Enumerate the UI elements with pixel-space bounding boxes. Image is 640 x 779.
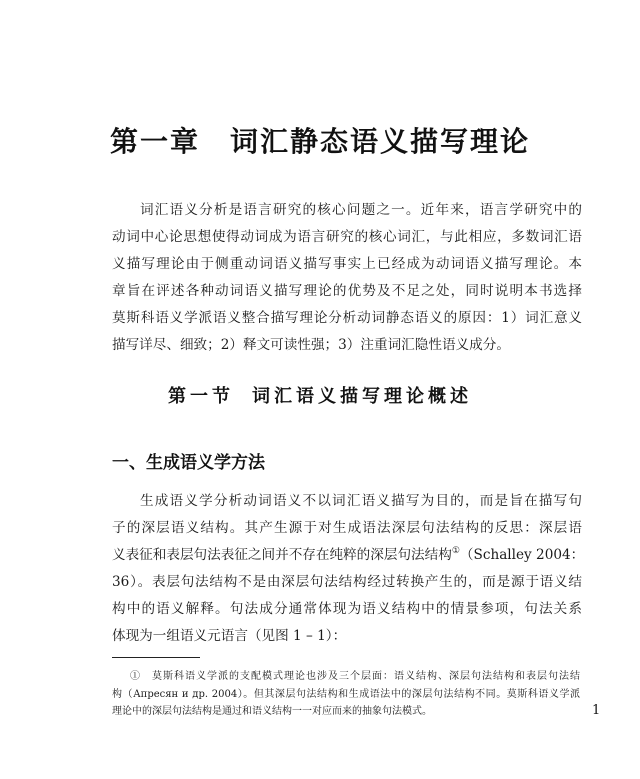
footnote-line: 理论中的深层句法结构是通过和语义结构一一对应而来的抽象句法模式。	[112, 706, 432, 717]
intro-paragraph	[112, 197, 582, 359]
text-segment: （Schalley 2004：	[459, 547, 585, 563]
text-line: 构中的语义解释。句法成分通常体现为语义结构中的情景参项，句法关系	[112, 601, 582, 617]
footnote	[112, 668, 580, 721]
chapter-number: 第一章	[109, 125, 200, 158]
footnote-divider	[112, 657, 200, 658]
text-line: 义描写理论由于侧重动词语义描写事实上已经成为动词语义描写理论。本	[112, 256, 582, 272]
text-line: 体现为一组语义元语言（见图 1 – 1）：	[112, 628, 347, 644]
text-line: 莫斯科语义学派语义整合描写理论分析动词静态语义的原因：1）词汇意义	[112, 310, 582, 326]
text-line	[112, 542, 585, 569]
text-line: 词汇语义分析是语言研究的核心问题之一。近年来，语言学研究中的	[140, 202, 582, 218]
footnote-line: ① 莫斯科语义学派的支配模式理论也涉及三个层面：语义结构、深层句法结构和表层句法结	[130, 671, 580, 682]
footnote-reference[interactable]: ①	[451, 546, 460, 556]
section-number: 第一节	[168, 386, 234, 407]
text-line: 章旨在评述各种动词语义描写理论的优势及不足之处，同时说明本书选择	[112, 283, 582, 299]
text-line: 生成语义学分析动词语义不以词汇语义描写为目的，而是旨在描写句	[140, 493, 582, 509]
footnote-line: 构（Апресян и др. 2004）。但其深层句法结构和生成语法中的深层句法结构不同。莫斯科语义学派	[112, 688, 580, 700]
text-line: 描写详尽、细致；2）释文可读性强；3）注重词汇隐性语义成分。	[112, 337, 510, 353]
text-line: 36）。表层句法结构不是由深层句法结构经过转换产生的，而是源于语义结	[112, 574, 582, 590]
section-title	[0, 382, 640, 408]
chapter-title	[0, 120, 640, 160]
text-line: 子的深层语义结构。其产生源于对生成语法深层句法结构的反思：深层语	[112, 520, 582, 536]
text-segment: 义表征和表层句法表征之间并不存在纯粹的深层句法结构	[112, 547, 452, 563]
page-number: 1	[592, 703, 601, 718]
text-line: 动词中心论思想使得动词成为语言研究的核心词汇，与此相应，多数词汇语	[112, 229, 582, 245]
chapter-name: 词汇静态语义描写理论	[230, 125, 531, 158]
body-paragraph	[112, 488, 585, 650]
section-name: 词汇语义描写理论概述	[252, 386, 472, 407]
subsection-title: 一、生成语义学方法	[112, 453, 265, 473]
